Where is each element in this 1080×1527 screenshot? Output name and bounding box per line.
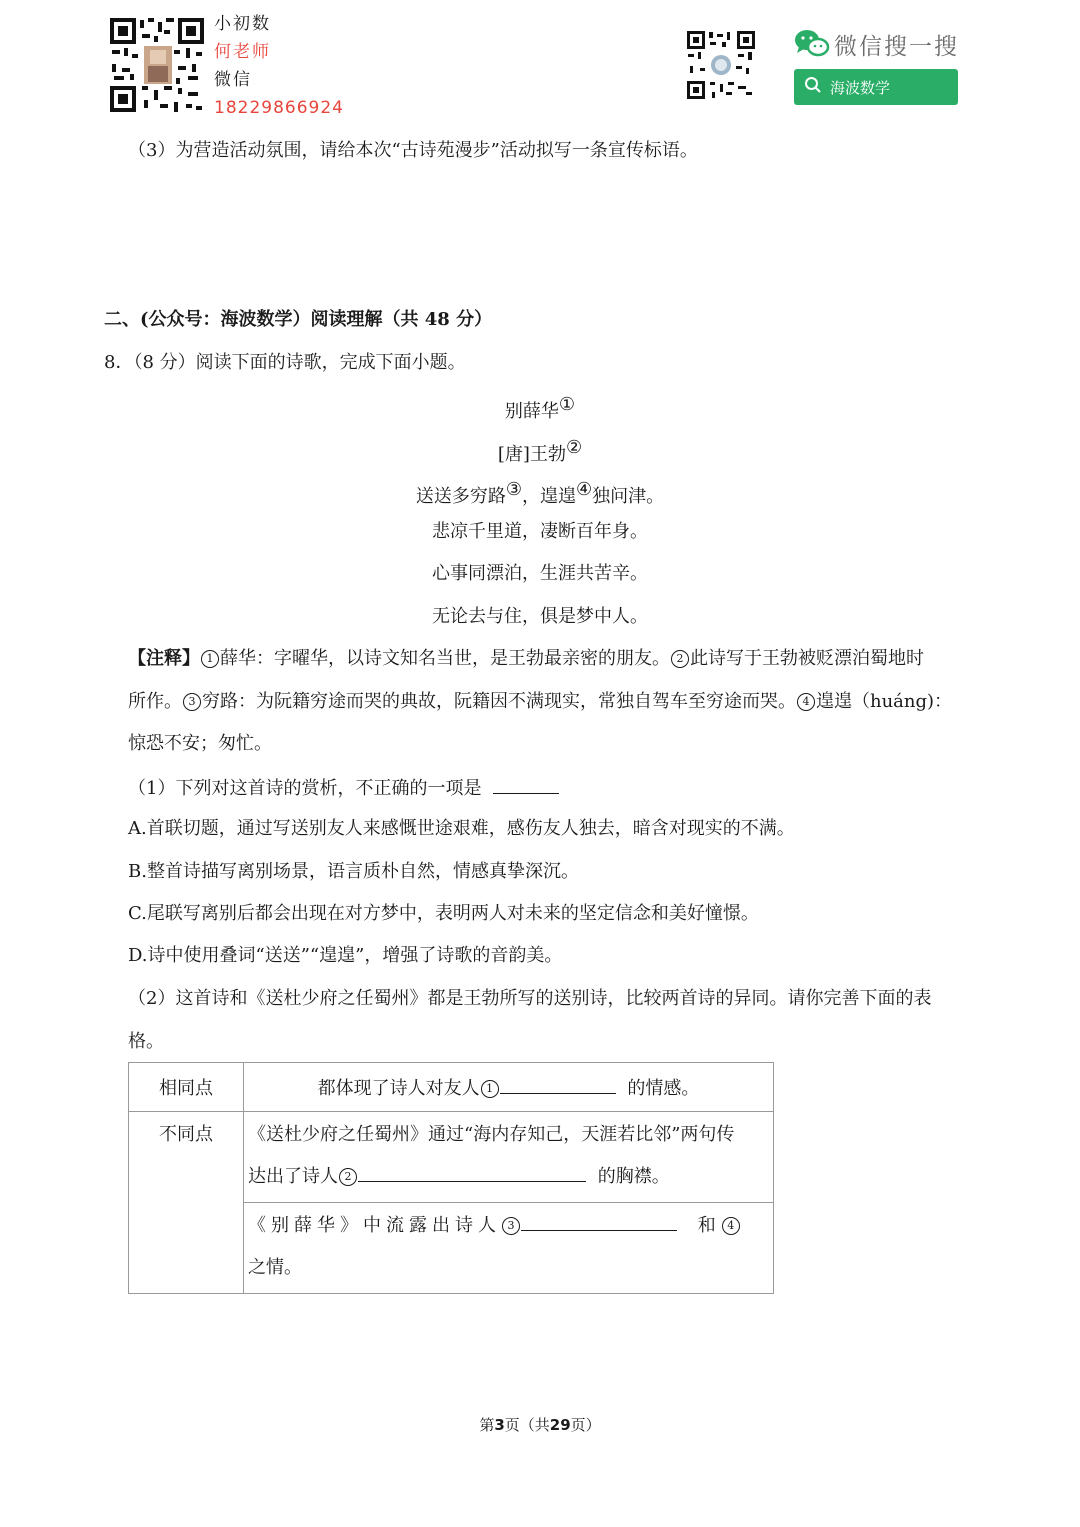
diff-content-1: [244, 1112, 774, 1203]
diff1-line-a: 《送杜少府之任蜀州》通过“海内存知己，天涯若比邻”两句传: [248, 1124, 735, 1145]
search-icon: [804, 76, 822, 98]
footer-suffix: 页）: [570, 1416, 601, 1434]
option-a: A.首联切题，通过写送别友人来感慨世途艰难，感伤友人独去，暗含对现实的不满。: [128, 818, 795, 839]
note-mark-1: 1: [201, 650, 219, 668]
poem-author: [0, 436, 1080, 467]
diff1-text-b: 达出了诗人: [248, 1166, 338, 1187]
diff2-mark-3: 3: [502, 1217, 520, 1235]
note-1-text: 薛华：字曜华，以诗文知名当世，是王勃最亲密的朋友。: [220, 648, 670, 669]
diff-label: 不同点: [129, 1112, 244, 1294]
poem-line-3: 心事同漂泊，生涯共苦辛。: [432, 563, 648, 584]
footer-total-pages: 29: [549, 1416, 571, 1434]
question-8-stem: 8．（8 分）阅读下面的诗歌，完成下面小题。: [104, 352, 466, 373]
option-b: B.整首诗描写离别场景，语言质朴自然，情感真挚深沉。: [128, 861, 579, 882]
poem-line-1-c: 独问津。: [592, 486, 665, 507]
question-7-3: （3）为营造活动氛围，请给本次“古诗苑漫步”活动拟写一条宣传标语。: [128, 140, 698, 161]
diff2-and: 和: [697, 1215, 721, 1236]
poem-title-note: ①: [558, 394, 576, 415]
same-label: 相同点: [129, 1063, 244, 1112]
contact-line-2: 何老师: [214, 42, 271, 62]
wechat-search-button[interactable]: [794, 69, 958, 105]
notes-line-2: [128, 690, 952, 714]
note-mark-2: 2: [671, 650, 689, 668]
table-row-same: [129, 1063, 774, 1112]
diff1-text-c: 的胸襟。: [597, 1166, 670, 1187]
note-mark-4: 4: [797, 693, 815, 711]
same-text-b: 的情感。: [627, 1078, 700, 1099]
wechat-search-title: 微信搜一搜: [834, 34, 959, 60]
poem-author-note: ②: [565, 437, 583, 458]
page-footer: [0, 1414, 1080, 1435]
diff1-line-b: [248, 1156, 769, 1198]
table-row-diff-1: [129, 1112, 774, 1203]
footer-mid: 页（共: [504, 1416, 550, 1434]
option-c: C.尾联写离别后都会出现在对方梦中，表明两人对未来的坚定信念和美好憧憬。: [128, 903, 759, 924]
contact-info: [214, 10, 344, 122]
contact-line-1: 小初数: [214, 14, 271, 34]
poem-author-text: [唐]王勃: [497, 444, 566, 465]
contact-phone: 18229866924: [214, 98, 344, 118]
note-4-text: 遑遑（huáng)：: [816, 691, 953, 712]
poem-line-1: [0, 478, 1080, 509]
footer-page-number: 3: [494, 1416, 505, 1434]
notes-line-1: [128, 647, 924, 671]
diff2-line-a: [248, 1205, 769, 1247]
answer-blank-diff2-3[interactable]: [521, 1212, 677, 1231]
answer-blank-1[interactable]: [493, 775, 559, 794]
notes-label: 【注释】: [128, 648, 200, 669]
diff2-text-a: 《别薛华》中流露出诗人: [248, 1215, 501, 1236]
same-content: [244, 1063, 774, 1112]
sub-question-1-stem: （1）下列对这首诗的赏析，不正确的一项是: [128, 778, 482, 799]
sub-question-1: [128, 775, 559, 801]
same-text-a: 都体现了诗人对友人: [317, 1078, 480, 1099]
note-2-text: 此诗写于王勃被贬漂泊蜀地时: [690, 648, 924, 669]
poem-line-4: 无论去与住，俱是梦中人。: [432, 606, 648, 627]
note-mark-3: 3: [183, 693, 201, 711]
diff2-mark-4: 4: [722, 1217, 740, 1235]
diff2-line-b: 之情。: [248, 1257, 302, 1278]
poem-line-2: 悲凉千里道，凄断百年身。: [432, 521, 648, 542]
same-mark-1: 1: [481, 1080, 499, 1098]
answer-blank-diff1[interactable]: [358, 1163, 586, 1182]
sub-question-2-stem-b: 格。: [128, 1031, 164, 1052]
poem-title: [0, 393, 1080, 424]
poem-line-1-note-3: ③: [505, 479, 522, 500]
diff-content-2: [244, 1203, 774, 1294]
section-2-title: 二、(公众号：海波数学）阅读理解（共 48 分）: [104, 309, 493, 330]
qr-code-left: [108, 16, 206, 114]
note-3-text: 穷路：为阮籍穷途而哭的典故，阮籍因不满现实，常独自驾车至穷途而哭。: [202, 691, 796, 712]
wechat-logo-icon: [794, 28, 830, 62]
note-4-cont: 惊恐不安；匆忙。: [128, 733, 272, 754]
poem-line-1-b: ，遑遑: [522, 486, 576, 507]
qr-code-right: [686, 30, 756, 100]
comparison-table: [128, 1062, 774, 1294]
poem-line-1-note-4: ④: [576, 479, 593, 500]
sub-question-2-stem-a: （2）这首诗和《送杜少府之任蜀州》都是王勃所写的送别诗，比较两首诗的异同。请你完善下面的表: [128, 988, 932, 1009]
answer-blank-same[interactable]: [500, 1075, 616, 1094]
poem-line-1-a: 送送多穷路: [415, 486, 506, 507]
poem-title-text: 别薛华: [504, 401, 559, 422]
diff1-mark-2: 2: [339, 1168, 357, 1186]
note-2-cont: 所作。: [128, 691, 182, 712]
option-d: D.诗中使用叠词“送送”“遑遑”，增强了诗歌的音韵美。: [128, 945, 563, 966]
contact-line-3: 微信: [214, 70, 252, 90]
wechat-search-label: 海波数学: [830, 78, 891, 97]
footer-prefix: 第: [479, 1416, 495, 1434]
